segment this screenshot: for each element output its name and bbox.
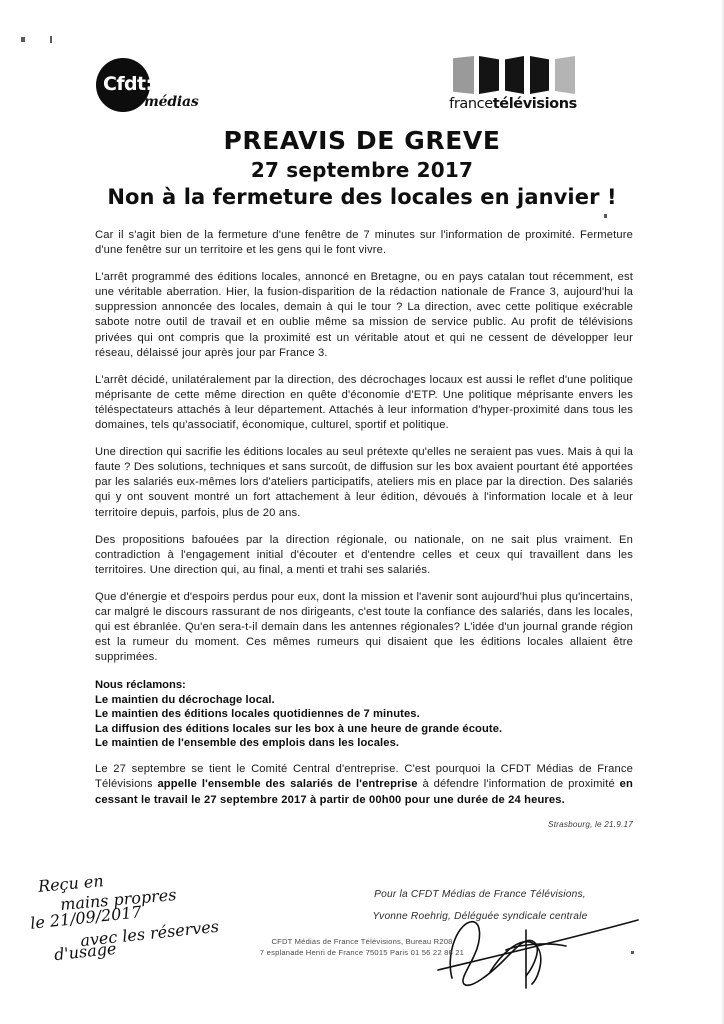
handwriting-line: avec les réserves — [79, 916, 220, 951]
france-televisions-logo — [443, 56, 583, 118]
paragraph: Des propositions bafouées par la direction régionale, ou nationale, on ne sait plus vraiment. En contradiction à l'engagement initial d'écouter et d'entendre celles et ceux qui travaillent dans les territoires. Une direction qui, au final, a menti et trahi ses salariés. — [95, 533, 633, 576]
closing-bold-2: en cessant le travail le 27 septembre 2017 à partir de 00h00 pour une durée de 24 heures. — [95, 778, 633, 806]
page-title: PREAVIS DE GREVE — [223, 126, 501, 155]
scan-speck — [21, 37, 25, 42]
paragraph: L'arrêt décidé, unilatéralement par la direction, des décrochages locaux est aussi le reflet d'une politique méprisante de cette même direction en quête d'économie d'ETP. Une politique méprisante envers les téléspectateurs attachés à leur département. Attachés à leur information d'hyper-proximité dans tous les domaines, tels qu'associatif, économique, culturel, sportif et politique. — [95, 373, 633, 432]
ftv-word-bold: télévisions — [492, 96, 577, 112]
scan-speck — [604, 214, 607, 218]
list-item: La diffusion des éditions locales sur les box à une heure de grande écoute. — [95, 722, 503, 735]
cfdt-medias-logo — [96, 58, 226, 116]
document-body — [95, 228, 633, 829]
signature-org-line: Pour la CFDT Médias de France Télévisions, — [374, 889, 586, 900]
document-title-block — [0, 126, 724, 211]
handwriting-line: le 21/09/2017 — [29, 902, 143, 933]
closing-paragraph — [95, 762, 633, 807]
closing-text-1: Le 27 septembre se tient le Comité Central d'entreprise. C'est pourquoi la CFDT Médias de France Télévisions — [95, 763, 633, 791]
paragraph: Car il s'agit bien de la fermeture d'une fenêtre de 7 minutes sur l'information de proximité. Fermeture d'une fenêtre sur un territoire et les gens qui le font vivre. — [95, 229, 633, 257]
list-item: Le maintien du décrochage local. — [95, 693, 275, 706]
handwriting-line: Reçu en — [37, 871, 105, 896]
demands-list — [95, 693, 633, 751]
cfdt-logo-subtitle: médias — [144, 94, 199, 110]
place-and-date: Strasbourg, le 21.9.17 — [548, 819, 633, 829]
signature-block — [330, 884, 630, 928]
handwritten-receipt-note — [28, 872, 278, 987]
ftv-word-light: france — [449, 96, 493, 112]
france-televisions-wordmark — [443, 96, 583, 112]
france-televisions-bars-icon — [453, 56, 575, 94]
demands-heading: Nous réclamons: — [95, 679, 186, 692]
paragraph: Que d'énergie et d'espoirs perdus pour eux, dont la mission et l'avenir sont aujourd'hui plus qu'incertains, car malgré le discours rassurant de nos dirigeants, c'est toute la confiance des salariés, dans les locales, qui est ébranlée. Qu'en sera-t-il demain dans les antennes régionales? L'idée d'un journal grande région est la rumeur du moment. Ces mêmes rumeurs qui disaient que les éditions locales allaient être supprimées. — [95, 590, 633, 664]
scan-speck — [50, 36, 52, 43]
closing-text-2: à défendre l'information de proximité — [417, 778, 620, 791]
paragraph: L'arrêt programmé des éditions locales, annoncé en Bretagne, ou en pays catalan tout récemment, est une véritable aberration. Hier, la fusion-disparition de la rédaction nationale de France 3, aujourd'hui la suppression annoncée des locales, demain à qui le tour ? La direction, avec cette politique exécrable sabote notre outil de travail et en oublie même sa mission de service public. Au profit de télévisions privées qui ont compris que la proximité est un véritable atout et qui ne cessent de développer leur réseau, délaissé jour après jour par France 3. — [95, 271, 633, 359]
document-footer — [0, 936, 724, 958]
handwriting-line: mains propres — [59, 884, 178, 915]
footer-address-line-2: 7 esplanade Henri de France 75015 Paris 01 56 22 86 21 — [259, 948, 465, 957]
footer-address-line-1: CFDT Médias de France Télévisions, Bureau R208 — [271, 937, 453, 946]
title-slogan: Non à la fermeture des locales en janvier ! — [107, 185, 617, 209]
list-item: Le maintien de l'ensemble des emplois dans les locales. — [95, 736, 400, 749]
handwriting-line: d'usage — [53, 938, 118, 965]
closing-bold-1: appelle l'ensemble des salariés de l'entreprise — [157, 778, 418, 791]
cfdt-logo-word: Cfdt: — [103, 73, 153, 95]
list-item: Le maintien des éditions locales quotidiennes de 7 minutes. — [95, 708, 420, 721]
signature-name-line: Yvonne Roehrig, Déléguée syndicale centrale — [372, 911, 588, 922]
title-date: 27 septembre 2017 — [250, 158, 474, 182]
paragraph: Une direction qui sacrifie les éditions locales au seul prétexte qu'elles ne seraient pas vues. Mais à qui la faute ? Des solutions, techniques et sans surcoût, de diffusion sur les box avaient pourtant été apportées par les salariés eux-mêmes lors d'ateliers participatifs, ateliers mis en place par la direction. Des salariés qui y ont souvent montré un fort attachement à leur édition, dévoués à l'information locale et à leur territoire depuis, parfois, plus de 20 ans. — [95, 446, 633, 519]
